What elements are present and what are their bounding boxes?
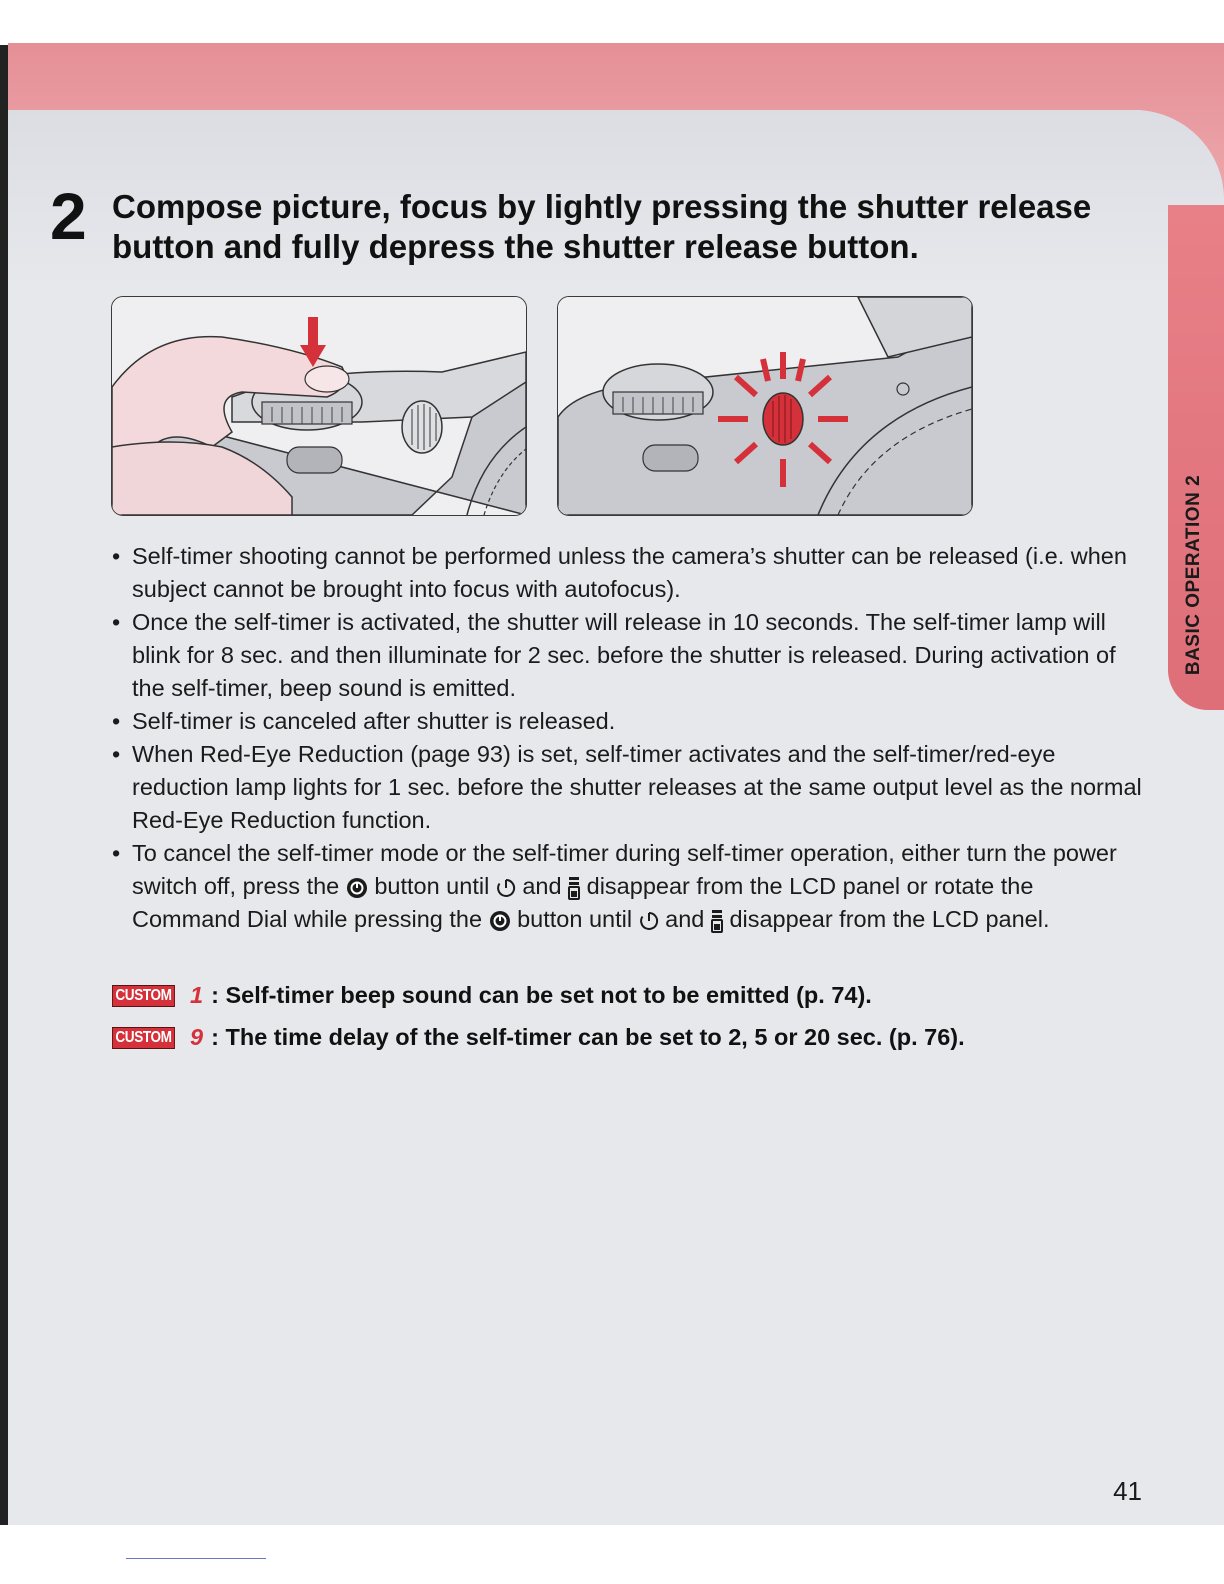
note-item: [112, 540, 1142, 606]
lcd-battery-segment-icon: [568, 876, 580, 900]
self-timer-icon: [496, 877, 516, 899]
illustration-press-shutter: [111, 296, 527, 516]
note-item: [112, 837, 1142, 936]
illustration-self-timer-lamp: [557, 296, 973, 516]
note-item: [112, 606, 1142, 705]
page-number: 41: [1113, 1476, 1142, 1506]
note-text: To cancel the self-timer mode or the self-timer during self-timer operation, either turn the power switch off, press the: [132, 840, 1117, 899]
custom-setting-number: 1: [190, 982, 204, 1008]
lcd-battery-segment-icon: [711, 909, 723, 933]
note-text: When Red-Eye Reduction (page 93) is set, self-timer activates and the self-timer/red-eye reduction lamp lights for 1 sec. before the shutter releases at the same output level as the normal Red-Eye Reduction function.: [132, 741, 1142, 833]
blinking-lamp: [763, 393, 803, 445]
custom-badge: CUSTOM: [112, 1027, 175, 1049]
press-shutter-drawing: [112, 297, 526, 515]
note-text: and: [522, 873, 562, 899]
note-text: button until: [374, 873, 490, 899]
section-tab-text: BASIC OPERATION 2: [1183, 474, 1204, 676]
step-number: 2: [50, 179, 87, 253]
note-text: button until: [517, 906, 633, 932]
self-timer-button-icon: [489, 910, 511, 932]
note-item: [112, 738, 1142, 837]
custom-setting-2: [112, 1021, 965, 1054]
note-text: Self-timer is canceled after shutter is released.: [132, 708, 616, 734]
note-text: disappear from the LCD panel.: [729, 906, 1050, 932]
step-title: Compose picture, focus by lightly pressing the shutter release button and fully depress the shutter release button.: [112, 188, 1092, 265]
custom-setting-number: 9: [190, 1024, 204, 1050]
binding-edge: [0, 45, 8, 1525]
self-timer-button-icon: [346, 877, 368, 899]
notes-list: [112, 540, 1142, 936]
note-item: [112, 705, 1142, 738]
custom-setting-text: : The time delay of the self-timer can be set to 2, 5 or 20 sec. (p. 76).: [211, 1024, 965, 1050]
self-timer-icon: [639, 910, 659, 932]
custom-setting-1: [112, 979, 872, 1012]
custom-badge: CUSTOM: [112, 985, 175, 1007]
custom-setting-text: : Self-timer beep sound can be set not to be emitted (p. 74).: [211, 982, 872, 1008]
note-text: Self-timer shooting cannot be performed unless the camera’s shutter can be released (i.e. when subject cannot be brought into focus with autofocus).: [132, 543, 1127, 602]
note-text: Once the self-timer is activated, the shutter will release in 10 seconds. The self-timer lamp will blink for 8 sec. and then illuminate for 2 sec. before the shutter is released. During activation of the self-timer, beep sound is emitted.: [132, 609, 1116, 701]
note-text: and: [665, 906, 705, 932]
press-arrow-shaft: [308, 317, 318, 347]
bottom-rule: [126, 1558, 266, 1559]
section-tab-label: [1174, 470, 1214, 680]
note-text: disappear from the LCD panel or rotate the Command Dial while pressing the: [132, 873, 1034, 932]
self-timer-lamp-drawing: [558, 297, 972, 515]
